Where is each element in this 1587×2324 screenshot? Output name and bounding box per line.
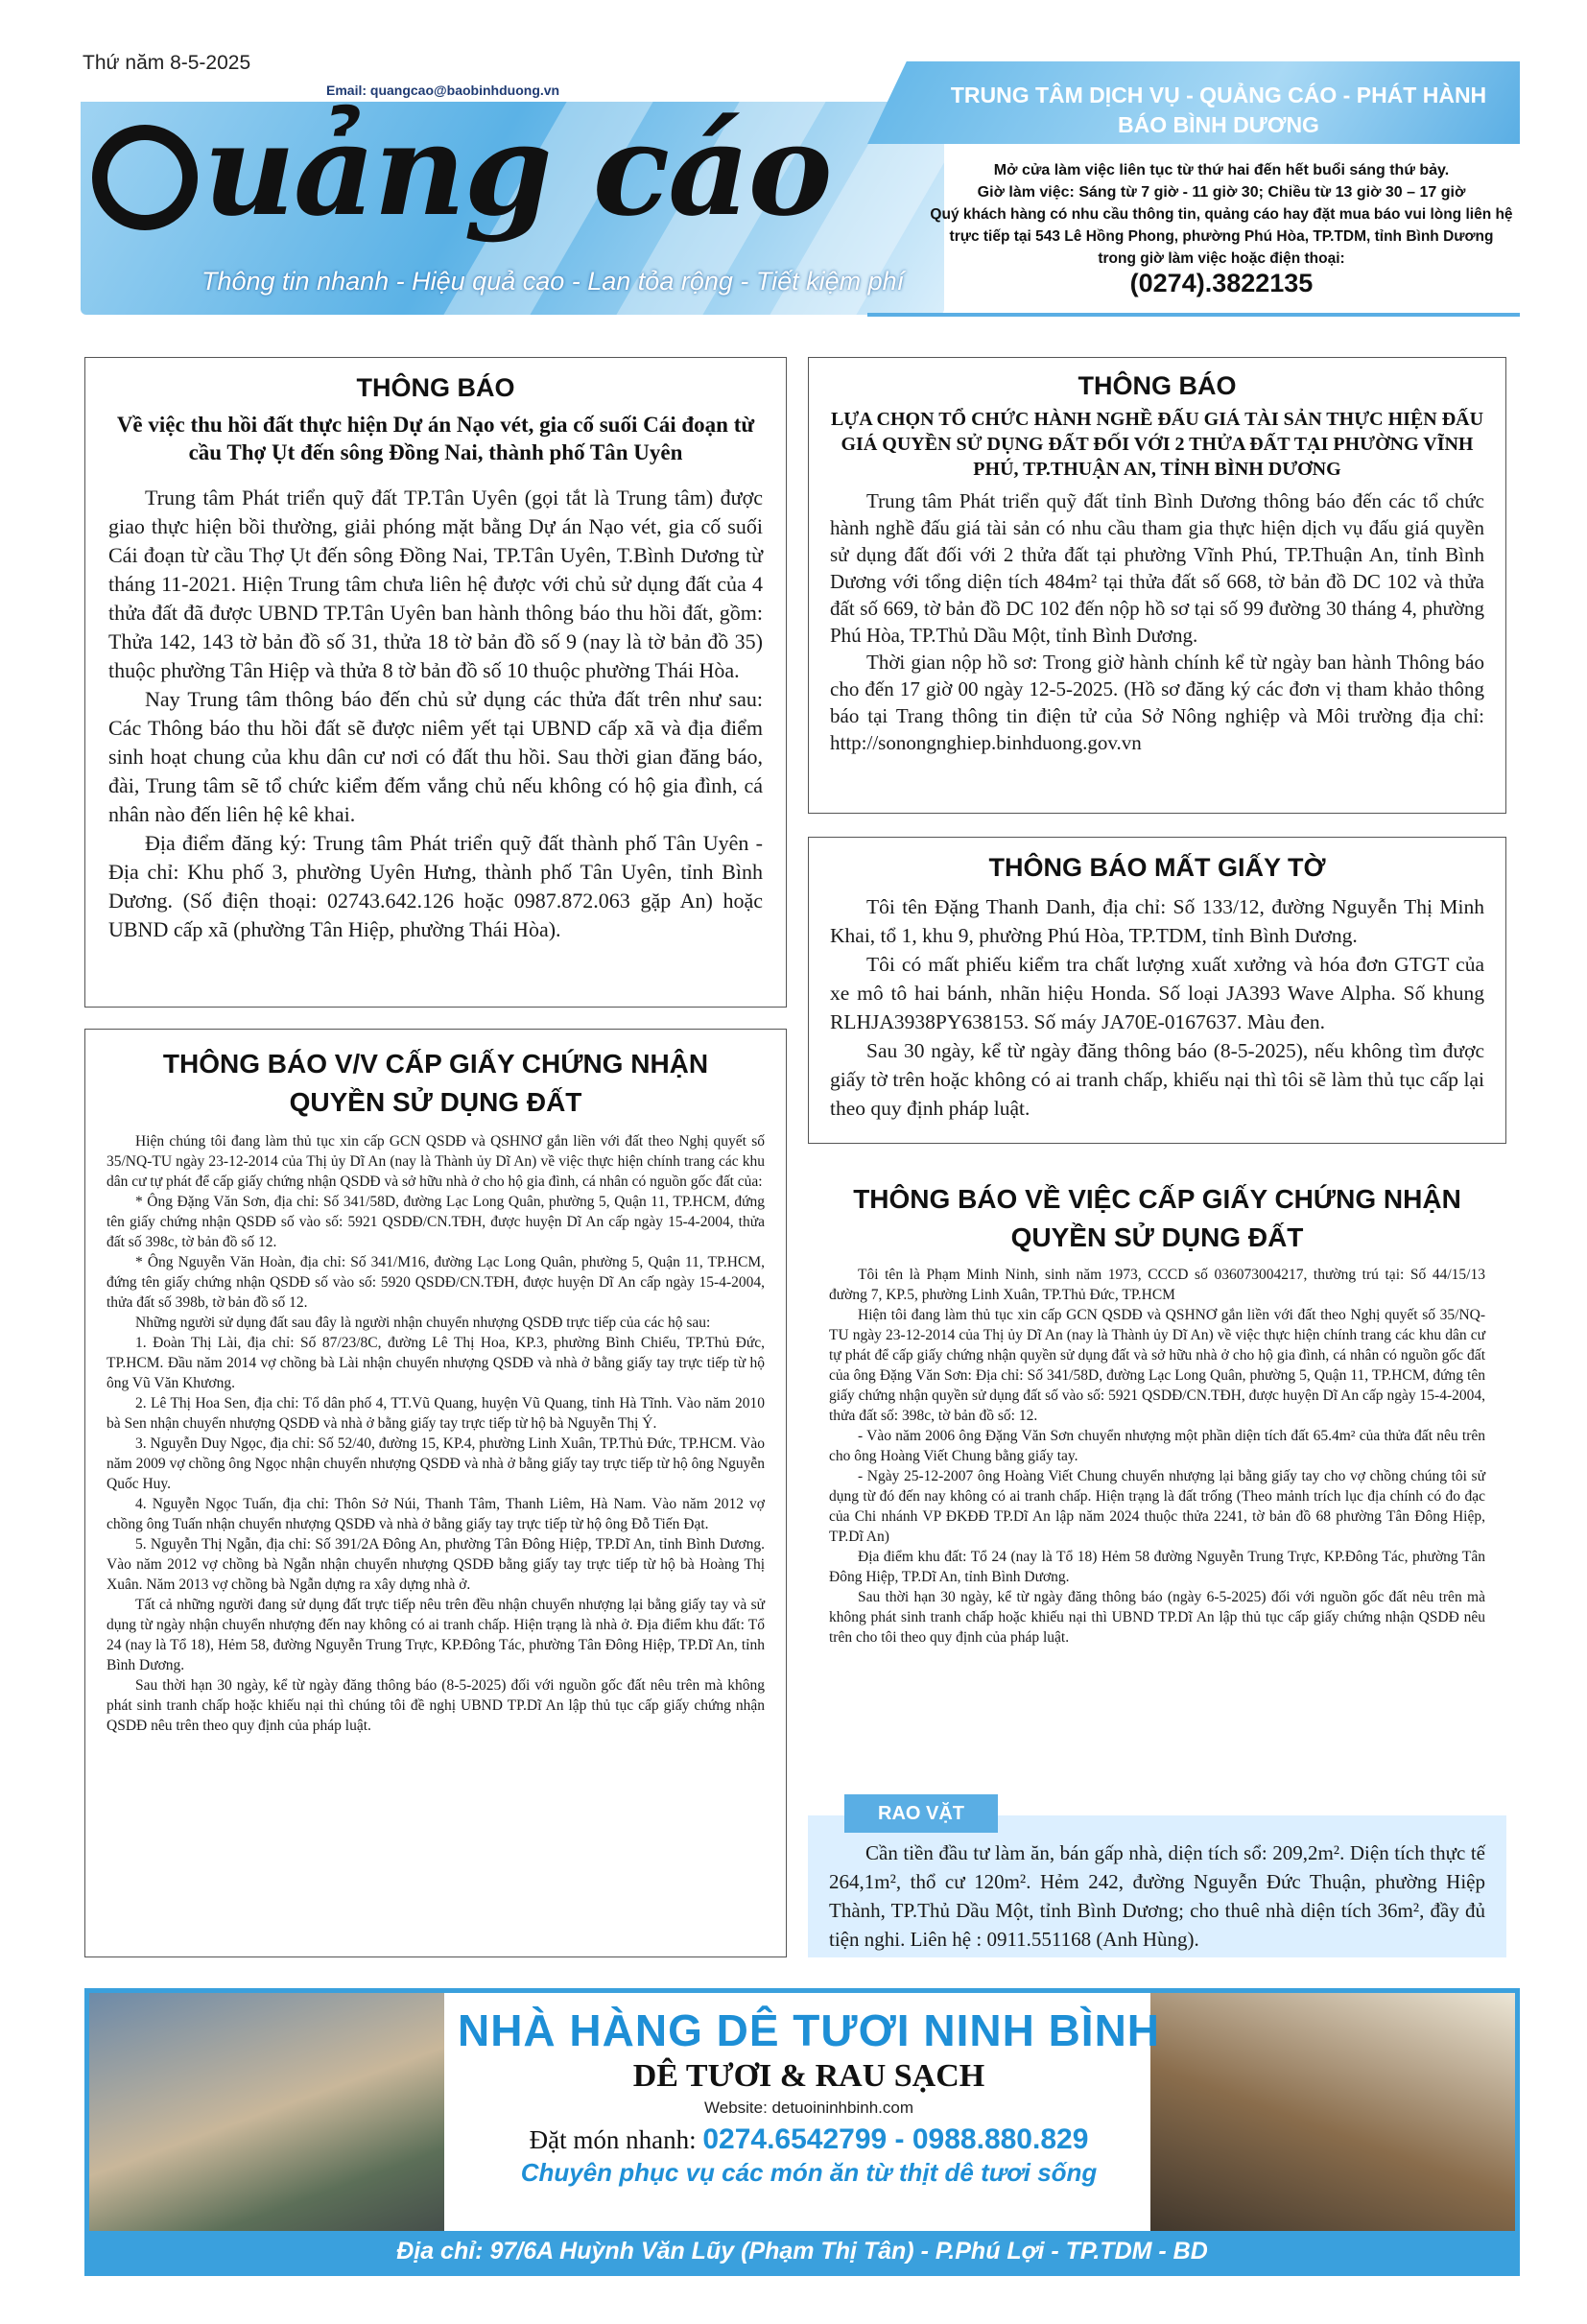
notice-certificate-pham-minh-ninh [808,1165,1506,1777]
notice-title: THÔNG BÁO [1078,371,1237,400]
notice-title: THÔNG BÁO MẤT GIẤY TỜ [988,853,1326,882]
notice-paragraph: 1. Đoàn Thị Lài, địa chỉ: Số 87/23/8C, đường Lê Thị Hoa, KP.3, phường Bình Chiểu, TP.Thủ Đức, TP.HCM. Đầu năm 2014 vợ chồng bà Lài nhận chuyển nhượng QSDĐ và nhà ở bằng giấy tay trực tiếp từ hộ ông Vũ Văn Khương. [107,1335,765,1391]
notice-paragraph: 4. Nguyễn Ngọc Tuấn, địa chỉ: Thôn Sở Núi, Thanh Tâm, Thanh Liêm, Hà Nam. Vào năm 2012 vợ chồng ông Tuấn nhận chuyển nhượng QSDĐ và nhà ở bằng giấy tay trực tiếp từ hộ ông Đỗ Tiến Đạt. [107,1496,765,1532]
notice-paragraph: Hiện tôi đang làm thủ tục xin cấp GCN QSDĐ và QSHNƠ gắn liền với đất theo Nghị quyết số 35/NQ-TU ngày 23-12-2014 của Thị ủy Dĩ An (nay là Thành ủy Dĩ An) về việc thực hiện chính trang các khu dân cư tự phát để cấp giấy chứng nhận quyền sử dụng đất và sở hữu nhà ở cho hộ gia đình, cá nhân có nguồn gốc đất của ông Đặng Văn Sơn: Địa chỉ: Số 341/58D, đường Lạc Long Quân, phường 5, Quận 11, TP.HCM, đứng tên giấy chứng nhận quyền sử dụng đất số vào số: 5921 QSDĐ/CN.TĐH, được huyện Dĩ An cấp ngày 15-4-2004, thửa đất số: 398c, tờ bản đồ số: 12. [829,1307,1485,1424]
restaurant-order-line: Đặt món nhanh: 0274.6542799 - 0988.880.829 [529,2123,1089,2155]
classified-box [808,1815,1506,1957]
restaurant-name: NHÀ HÀNG DÊ TƯƠI NINH BÌNH [457,2005,1161,2055]
restaurant-advertisement [84,1988,1520,2276]
classified-text: Cần tiền đầu tư làm ăn, bán gấp nhà, diện tích sổ: 209,2m². Diện tích thực tế 264,1m², thổ cư 120m². Hẻm 242, đường Nguyễn Đức Thuận, phường Hiệp Thành, TP.Thủ Dầu Một, tỉnh Bình Dương; cho thuê nhà diện tích 36m², đầy đủ tiện nghi. Liên hệ : 0911.551168 (Anh Hùng). [829,1841,1485,1951]
notice-title-line2: QUYỀN SỬ DỤNG ĐẤT [289,1087,582,1117]
notice-paragraph: - Vào năm 2006 ông Đặng Văn Sơn chuyển nhượng một phần diện tích đất 65.4m² của thửa đất nêu trên cho ông Hoàng Viết Chung bằng giấy tay. [829,1428,1485,1464]
restaurant-tagline: DÊ TƯƠI & RAU SẠCH [632,2058,985,2094]
restaurant-phones: 0274.6542799 - 0988.880.829 [702,2123,1089,2155]
notice-subtitle: Về việc thu hồi đất thực hiện Dự án Nạo vét, gia cố suối Cái đoạn từ cầu Thợ Ụt đến sông Đồng Nai, thành phố Tân Uyên [116,413,755,464]
notice-title: THÔNG BÁO [356,373,515,402]
notice-paragraph: Trung tâm Phát triển quỹ đất TP.Tân Uyên (gọi tắt là Trung tâm) được giao thực hiện bồi thường, giải phóng mặt bằng Dự án Nạo vét, gia cố suối Cái đoạn từ cầu Thợ Ụt đến sông Đồng Nai, TP.Tân Uyên, T.Bình Dương từ tháng 11-2021. Hiện Trung tâm chưa liên hệ được với chủ sử dụng đất của 4 thửa đất đã được UBND TP.Tân Uyên ban hành thông báo thu hồi đất, gồm: Thửa 142, 143 tờ bản đồ số 31, thửa 18 tờ bản đồ số 9 (nay là tờ bản đồ 35) thuộc phường Tân Hiệp và thửa 8 tờ bản đồ số 10 thuộc phường Thái Hòa. [108,486,763,682]
notice-paragraph: Sau 30 ngày, kể từ ngày đăng thông báo (8-5-2025), nếu không tìm được giấy tờ trên hoặc không có ai tranh chấp, khiếu nại thì tôi sẽ làm thủ tục cấp lại theo quy định pháp luật. [830,1039,1484,1120]
restaurant-exterior-photo [89,1993,444,2271]
notice-paragraph: Địa điểm đăng ký: Trung tâm Phát triển quỹ đất thành phố Tân Uyên - Địa chỉ: Khu phố 3, phường Uyên Hưng, thành phố Tân Uyên, tỉnh Bình Dương. (Số điện thoại: 02743.642.126 hoặc 0987.872.063 gặp An) hoặc UBND cấp xã (phường Tân Hiệp, phường Thái Hòa). [108,831,763,941]
notice-paragraph: * Ông Nguyễn Văn Hoàn, địa chỉ: Số 341/M16, đường Lạc Long Quân, phường 5, Quận 11, TP.HCM, đứng tên giấy chứng nhận QSDĐ số vào số: 5920 QSDĐ/CN.TĐH, được huyện Dĩ An cấp ngày 15-4-2004, thửa đất số 398b, tờ bản đồ số 12. [107,1254,765,1311]
notice-paragraph: Tôi tên là Phạm Minh Ninh, sinh năm 1973, CCCD số 036073004217, thường trú tại: Số 44/15/13 đường 7, KP.5, phường Linh Xuân, TP.Thủ Đức, TP.HCM [829,1267,1485,1303]
logo-q-icon [92,125,198,230]
notice-title: THÔNG BÁO VỀ VIỆC CẤP GIẤY CHỨNG NHẬN [853,1184,1461,1214]
restaurant-interior-photo [1150,1993,1515,2271]
notice-paragraph: - Ngày 25-12-2007 ông Hoàng Viết Chung chuyển nhượng lại bằng giấy tay cho vợ chồng chúng tôi sử dụng từ đó đến nay không có ai tranh chấp. Hiện trạng là đất trống (Theo mảnh trích lục địa chính có đo đạc của Chi nhánh VP ĐKĐĐ TP.Dĩ An lập năm 2024 thuộc thửa 2241, tờ bản đồ 68 phường Tân Đông Hiệp, TP.Dĩ An) [829,1468,1485,1545]
notice-paragraph: Nay Trung tâm thông báo đến chủ sử dụng các thửa đất trên như sau: Các Thông báo thu hồi đất sẽ được niêm yết tại UBND cấp xã và địa điểm sinh hoạt chung của khu dân cư nơi có đất thu hồi. Sau thời gian đăng báo, đài, Trung tâm sẽ tổ chức kiểm đếm vắng chủ nếu không có hộ gia đình, cá nhân nào đến liên hệ kê khai. [108,687,763,826]
notice-lost-documents [808,837,1506,1144]
notice-paragraph: Tất cả những người đang sử dụng đất trực tiếp nêu trên đều nhận chuyển nhượng lại bằng giấy tay và sử dụng từ ngày nhận chuyển nhượng đến nay không có ai tranh chấp. Hiện trạng là nhà ở. Địa điểm khu đất: Tổ 24 (nay là Tổ 18), Hẻm 58, đường Nguyễn Trung Trực, KP.Đông Tác, phường Tân Đông Hiệp, TP.Dĩ An, tỉnh Bình Dương. [107,1597,765,1673]
restaurant-website: Website: detuoininhbinh.com [704,2099,913,2117]
notice-paragraph: Địa điểm khu đất: Tổ 24 (nay là Tổ 18) Hẻm 58 đường Nguyễn Trung Trực, KP.Đông Tác, phường Tân Đông Hiệp, TP.Dĩ An, tỉnh Bình Dương. [829,1549,1485,1585]
notice-paragraph: Tôi tên Đặng Thanh Danh, địa chỉ: Số 133/12, đường Nguyễn Thị Minh Khai, tổ 1, khu 9, phường Phú Hòa, TP.TDM, tỉnh Bình Dương. [830,895,1484,947]
notice-paragraph: Trung tâm Phát triển quỹ đất tỉnh Bình Dương thông báo đến các tổ chức hành nghề đấu giá tài sản có nhu cầu tham gia thực hiện dịch vụ đấu giá quyền sử dụng đất đối với 2 thửa đất tại phường Vĩnh Phú, TP.Thuận An, tỉnh Bình Dương với tổng diện tích 484m² tại thửa đất số 668, tờ bản đồ DC 102 và thửa đất số 669, tờ bản đồ DC 102 đến nộp hồ sơ tại số 99 đường 30 tháng 4, phường Phú Hòa, TP.Thủ Dầu Một, tỉnh Bình Dương. [830,489,1484,647]
notice-land-certificate [84,1029,787,1957]
notice-paragraph: Sau thời hạn 30 ngày, kể từ ngày đăng thông báo (ngày 6-5-2025) đối với nguồn gốc đất nêu trên mà không phát sinh tranh chấp hoặc khiếu nại thì UBND TP.Dĩ An lập thủ tục cấp giấy chứng nhận QSDĐ nêu trên cho tôi theo quy định của pháp luật. [829,1589,1485,1646]
notice-paragraph: Thời gian nộp hồ sơ: Trong giờ hành chính kể từ ngày ban hành Thông báo cho đến 17 giờ 00 ngày 12-5-2025. (Hồ sơ đăng ký các đơn vị tham khảo thông báo tại Trang thông tin điện tử của Sở Nông nghiệp và Môi trường địa chỉ: http://sonongnghiep.binhduong.gov.vn [830,651,1484,754]
restaurant-address: Địa chỉ: 97/6A Huỳnh Văn Lũy (Phạm Thị Tân) - P.Phú Lợi - TP.TDM - BD [89,2231,1515,2271]
office-info: Mở cửa làm việc liên tục từ thứ hai đến hết buổi sáng thứ bảy. Giờ làm việc: Sáng từ 7 giờ - 11 giờ 30; Chiều từ 13 giờ 30 – 17 giờ Quý khách hàng có nhu cầu thông tin, quảng cáo hay đặt mua báo vui lòng liên hệ trực tiếp tại 543 Lê Hồng Phong, phường Phú Hòa, TP.TDM, tỉnh Bình Dương trong giờ làm việc hoặc điện thoại: [930,162,1513,267]
office-phone: (0274).3822135 [1129,269,1314,297]
notice-auction-selection [808,357,1506,814]
service-center-title: TRUNG TÂM DỊCH VỤ - QUẢNG CÁO - PHÁT HÀNH BÁO BÌNH DƯƠNG [950,83,1487,137]
restaurant-service: Chuyên phục vụ các món ăn từ thịt dê tươi sống [520,2158,1098,2187]
notice-paragraph: Hiện chúng tôi đang làm thủ tục xin cấp GCN QSDĐ và QSHNƠ gắn liền với đất theo Nghị quyết số 35/NQ-TU ngày 23-12-2014 của Thị ủy Dĩ An (nay là Thành ủy Dĩ An) về việc thực hiện chính trang các khu dân cư tự phát để cấp giấy chứng nhận QSDĐ và sở hữu nhà ở cho hộ gia đình, cá nhân có nguồn gốc đất của: [107,1133,765,1190]
notice-paragraph: 2. Lê Thị Hoa Sen, địa chỉ: Tổ dân phố 4, TT.Vũ Quang, huyện Vũ Quang, tỉnh Hà Tĩnh. Vào năm 2010 bà Sen nhận chuyển nhượng QSDĐ và nhà ở bằng giấy tay trực tiếp từ hộ bà Nguyễn Thị Ý. [107,1395,765,1432]
contact-email: Email: quangcao@baobinhduong.vn [326,83,560,98]
notice-subtitle: LỰA CHỌN TỔ CHỨC HÀNH NGHỀ ĐẤU GIÁ TÀI SẢN THỰC HIỆN ĐẤU GIÁ QUYỀN SỬ DỤNG ĐẤT ĐỐI VỚI 2 THỬA ĐẤT TẠI PHƯỜNG VĨNH PHÚ, TP.THUẬN AN, TỈNH BÌNH DƯƠNG [830,409,1484,480]
notice-paragraph: 3. Nguyễn Duy Ngọc, địa chỉ: Số 52/40, đường 15, KP.4, phường Linh Xuân, TP.Thủ Đức, TP.HCM. Vào năm 2009 vợ chồng ông Ngọc nhận chuyển nhượng QSDĐ và nhà ở bằng giấy tay trực tiếp từ hộ ông Nguyễn Quốc Huy. [107,1435,765,1492]
masthead-slogan: Thông tin nhanh - Hiệu quả cao - Lan tỏa rộng - Tiết kiệm phí [201,267,905,296]
notice-land-recovery [84,357,787,1008]
notice-paragraph: 5. Nguyễn Thị Ngẫn, địa chỉ: Số 391/2A Đông An, phường Tân Đông Hiệp, TP.Dĩ An, tỉnh Bình Dương. Vào năm 2012 vợ chồng bà Ngẫn nhận chuyển nhượng QSDĐ bằng giấy tay trực tiếp từ hộ bà Hoàng Thị Xuân. Năm 2013 vợ chồng bà Ngẫn dựng ra xây dựng nhà ở. [107,1536,765,1593]
header-divider [867,313,1520,317]
notice-title: THÔNG BÁO V/V CẤP GIẤY CHỨNG NHẬN [162,1049,709,1079]
notice-paragraph: Sau thời hạn 30 ngày, kể từ ngày đăng thông báo (8-5-2025) đối với nguồn gốc đất nêu trên mà không phát sinh tranh chấp hoặc khiếu nại thì chúng tôi đề nghị UBND TP.Dĩ An lập thủ tục cấp giấy chứng nhận QSDĐ nêu trên theo quy định của pháp luật. [107,1677,765,1734]
masthead-logo: uảng cáo [92,107,831,234]
notice-paragraph: Những người sử dụng đất sau đây là người nhận chuyển nhượng QSDĐ trực tiếp của các hộ sau: [135,1315,711,1331]
classified-label: RAO VẶT [844,1794,998,1833]
notice-title-line2: QUYỀN SỬ DỤNG ĐẤT [1010,1222,1304,1252]
notice-paragraph: Tôi có mất phiếu kiểm tra chất lượng xuất xưởng và hóa đơn GTGT của xe mô tô hai bánh, nhãn hiệu Honda. Số loại JA393 Wave Alpha. Số khung RLHJA3938PY638153. Số máy JA70E-0167637. Màu đen. [830,953,1484,1033]
issue-date: Thứ năm 8-5-2025 [83,52,251,74]
notice-paragraph: * Ông Đặng Văn Sơn, địa chỉ: Số 341/58D, đường Lạc Long Quân, phường 5, Quận 11, TP.HCM, đứng tên giấy chứng nhận QSDĐ số vào số: 5921 QSDĐ/CN.TĐH, được huyện Dĩ An cấp ngày 15-4-2004, thửa đất số 398c, tờ bản đồ số 12. [107,1194,765,1250]
